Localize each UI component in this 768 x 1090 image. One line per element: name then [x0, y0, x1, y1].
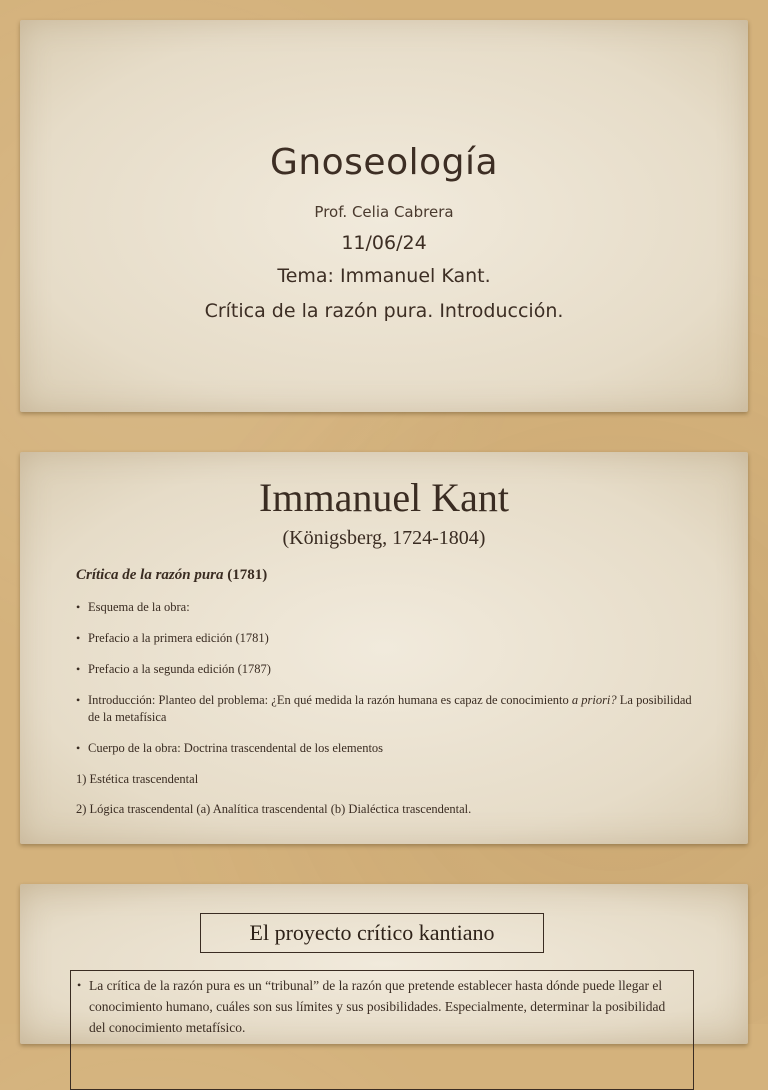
slide-topic: Tema: Immanuel Kant. [277, 265, 491, 287]
slide-date: 11/06/24 [341, 232, 427, 254]
intro-suffix: La posibilidad de la metafísica [88, 693, 692, 724]
list-item [76, 692, 696, 726]
slide-subtopic: Crítica de la razón pura. Introducción. [204, 300, 564, 322]
slide-subtitle: (Königsberg, 1724-1804) [282, 527, 486, 549]
professor-name: Prof. Celia Cabrera [314, 203, 454, 221]
kant-slide [20, 452, 748, 844]
list-item: • Cuerpo de la obra: Doctrina trascendental de los elementos [76, 740, 696, 757]
outline-list [76, 452, 696, 844]
list-item: 1) Estética trascendental [76, 772, 199, 786]
list-item: 2) Lógica trascendental (a) Analítica trascendental (b) Dialéctica trascendental. [76, 802, 472, 816]
work-title: Crítica de la razón pura [76, 567, 224, 583]
intro-text: Introducción: Planteo del problema: ¿En qué medida la razón humana es capaz de conocimiento [88, 693, 572, 707]
slide-title: Immanuel Kant [259, 475, 509, 520]
slide-title: El proyecto crítico kantiano [200, 913, 544, 953]
text-box [70, 970, 694, 1090]
list-item: • Prefacio a la segunda edición (1787) [76, 661, 696, 678]
work-year: (1781) [227, 567, 268, 583]
critical-project-slide [20, 884, 748, 1044]
list-item: • Prefacio a la primera edición (1781) [76, 630, 696, 647]
paragraph: La crítica de la razón pura es un “tribunal” de la razón que pretende establecer hasta dónde puede llegar el conocimiento humano, cuáles son sus límites y sus posibilidades. Especialmente, determinar la posibilidad del conocimiento metafísico. [89, 978, 666, 1035]
bullet-icon: • [77, 978, 82, 992]
slide-title: Gnoseología [269, 142, 499, 183]
list-item: • Esquema de la obra: [76, 599, 696, 616]
title-slide [20, 20, 748, 412]
intro-italic: a priori? [571, 693, 617, 707]
